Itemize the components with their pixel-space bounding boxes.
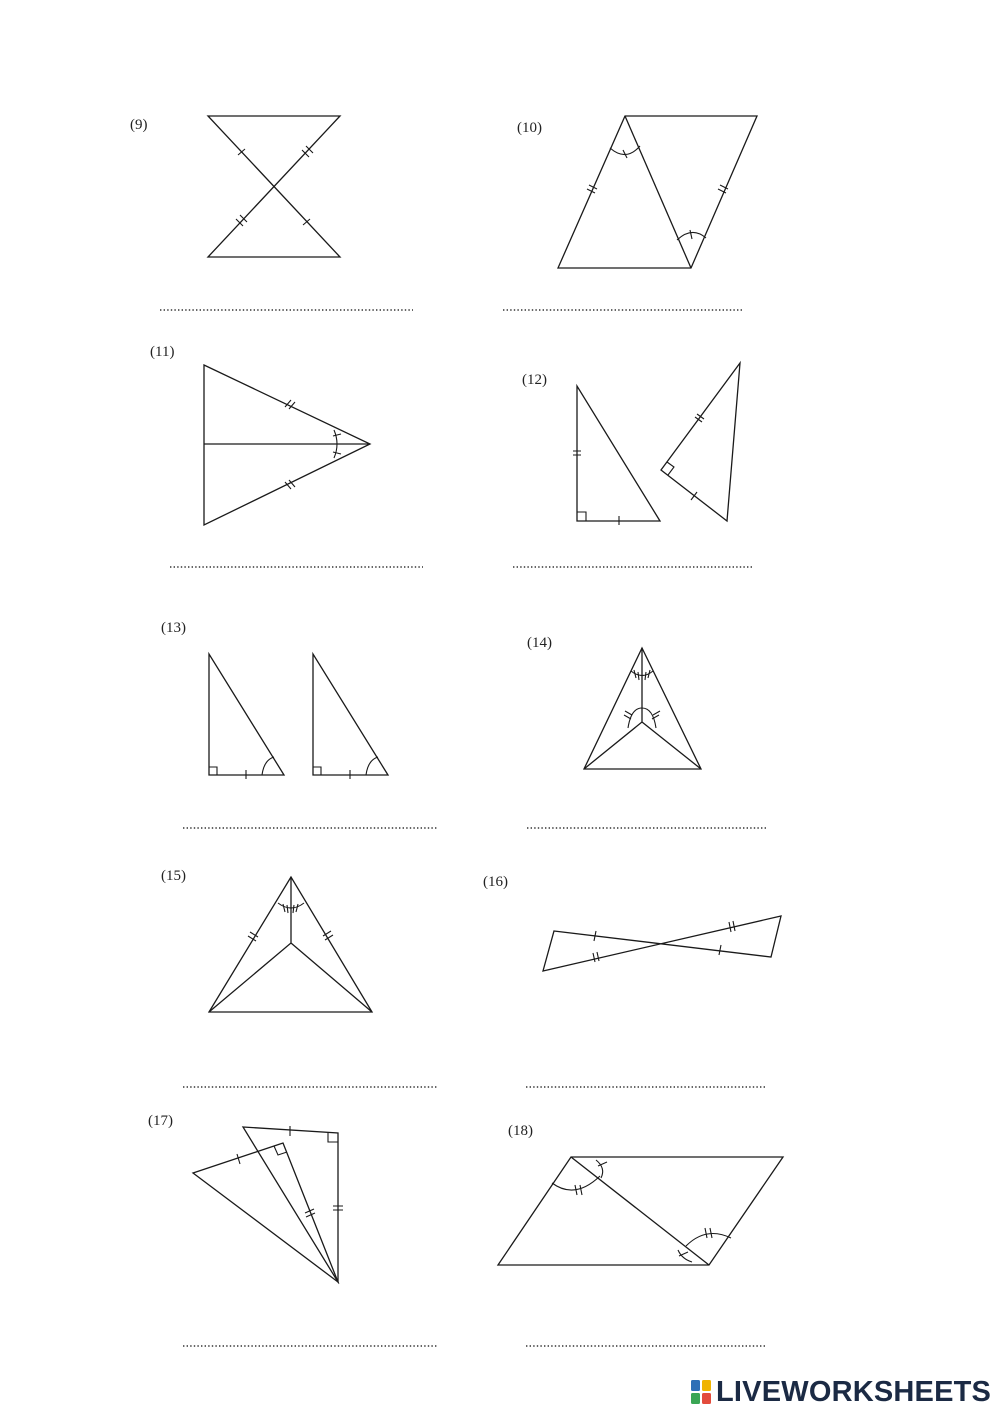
- question-number: (14): [527, 635, 552, 651]
- liveworksheets-logo-icon: [690, 1379, 712, 1405]
- question-11: [150, 344, 423, 571]
- question-number: (9): [130, 117, 148, 133]
- question-15: [161, 868, 437, 1091]
- answer-input-11[interactable]: [170, 547, 423, 571]
- figure-right-triangles-pair: [573, 363, 740, 525]
- figure-crossed-triangles: [543, 916, 781, 971]
- answer-input-16[interactable]: [526, 1067, 767, 1091]
- question-10: [503, 116, 757, 314]
- answer-input-10[interactable]: [503, 290, 744, 314]
- question-number: (17): [148, 1113, 173, 1129]
- brand-logo: [690, 1372, 991, 1412]
- brand-name: LIVEWORKSHEETS: [716, 1375, 992, 1408]
- question-number: (16): [483, 874, 508, 890]
- question-16: [483, 874, 781, 1091]
- question-17: [148, 1113, 437, 1350]
- figure-triangle-interior-point: [584, 648, 701, 769]
- question-9: [130, 116, 413, 314]
- question-13: [161, 620, 437, 832]
- answer-input-17[interactable]: [183, 1326, 437, 1350]
- figure-hourglass-triangles: [208, 116, 340, 257]
- question-number: (15): [161, 868, 186, 884]
- answer-input-13[interactable]: [183, 808, 437, 832]
- answer-input-15[interactable]: [183, 1067, 437, 1091]
- question-number: (13): [161, 620, 186, 636]
- question-12: [513, 363, 753, 571]
- question-18: [498, 1123, 783, 1350]
- figure-parallelogram-diagonal-2: [498, 1157, 783, 1265]
- answer-input-12[interactable]: [513, 547, 753, 571]
- figure-right-triangles-separate: [209, 654, 388, 779]
- figure-kite-triangles: [204, 365, 370, 525]
- question-number: (18): [508, 1123, 533, 1139]
- figure-parallelogram-diagonal: [558, 116, 757, 268]
- question-number: (10): [517, 120, 542, 136]
- question-14: [527, 635, 767, 832]
- answer-input-9[interactable]: [160, 290, 413, 314]
- question-number: (12): [522, 372, 547, 388]
- figure-triangle-center-point: [209, 877, 372, 1012]
- figure-overlapping-right-triangles: [193, 1126, 343, 1282]
- answer-input-14[interactable]: [527, 808, 767, 832]
- answer-input-18[interactable]: [526, 1326, 767, 1350]
- question-number: (11): [150, 344, 175, 360]
